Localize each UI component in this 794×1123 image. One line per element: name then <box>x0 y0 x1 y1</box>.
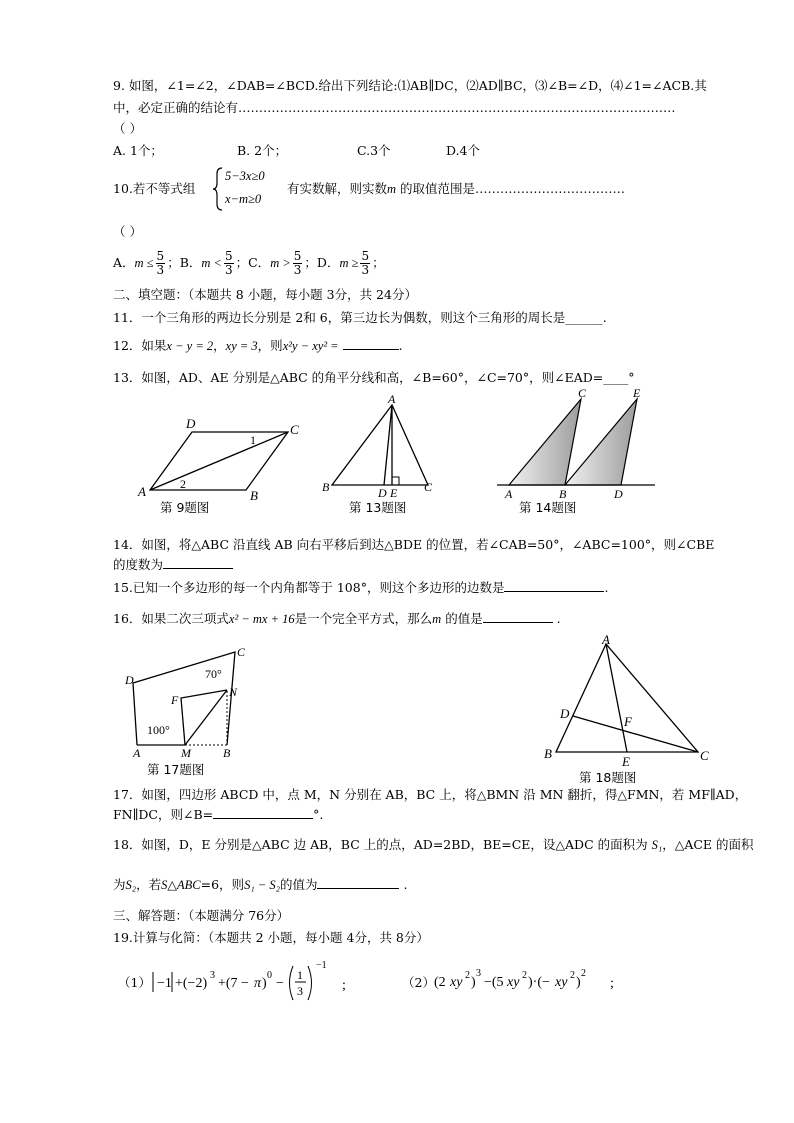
q16-mid: 是一个完全平方式，那么 <box>294 611 433 626</box>
q18-s2: S₂ <box>125 878 137 892</box>
q16-expr: x² − mx + 16 <box>228 612 295 626</box>
q9-option-b: B. 2个； <box>237 143 288 158</box>
q9-paren: （ ） <box>113 121 142 136</box>
svg-text:xy: xy <box>507 975 520 990</box>
q10-opt-c-frac <box>293 250 303 277</box>
q18-sabc: S△ABC <box>161 878 201 892</box>
q18-end: . <box>403 877 408 892</box>
fig14-label-d: D <box>614 487 623 500</box>
svg-text:−1: −1 <box>316 960 327 971</box>
q10-opt-b-rel: m < <box>201 256 222 270</box>
q10-opt-a-frac <box>156 250 166 277</box>
q12-answer-blank[interactable] <box>343 349 399 350</box>
fig9-label-b: B <box>250 488 258 503</box>
fig17-angle-100: 100° <box>147 723 170 737</box>
fig17-label-m: M <box>181 746 191 760</box>
q14-line1: 14．如图，将△ABC 沿直线 AB 向右平移后到达△BDE 的位置，若∠CAB=50°，∠ABC=100°，则∠CBE <box>113 537 715 552</box>
q10-options <box>113 248 385 278</box>
q18-answer-blank[interactable] <box>317 888 399 889</box>
q14-line2 <box>113 557 233 573</box>
q10-opt-b-label: ；B． <box>167 255 202 270</box>
fig14-label-c: C <box>578 386 587 400</box>
q10-opt-a-label: A． <box>113 255 135 270</box>
fig18-caption: 第 18题图 <box>579 770 637 785</box>
q18-line2a: 为 <box>113 877 126 892</box>
q10-system-line2: x−m≥0 <box>225 192 262 206</box>
fig9-angle-2: 2 <box>180 477 186 491</box>
q19-part2-label: （2） <box>402 975 435 990</box>
q14-answer-blank[interactable] <box>163 568 233 569</box>
frac-den: 3 <box>361 263 370 277</box>
fig17-label-c: C <box>237 645 246 659</box>
q17-answer-blank[interactable] <box>213 818 313 819</box>
fig13-label-e: E <box>390 486 398 500</box>
fig17-label-a: A <box>133 746 141 760</box>
q11: 11．一个三角形的两边长分别是 2和 6，第三边长为偶数，则这个三角形的周长是______. <box>113 310 607 325</box>
q10-opt-d-rel: m ≥ <box>339 256 359 270</box>
fig13-label-b: B <box>322 480 330 494</box>
fig14-label-e: E <box>633 386 641 400</box>
fig18-label-c: C <box>700 748 709 763</box>
q10-brace <box>212 166 224 212</box>
fig14-caption: 第 14题图 <box>519 500 577 515</box>
q18-line2b: ，若 <box>136 877 162 892</box>
figure-17 <box>125 640 255 760</box>
q9-line1: 9. 如图，∠1=∠2，∠DAB=∠BCD.给出下列结论:⑴AB∥DC，⑵AD∥BC，⑶∠B=∠D，⑷∠1=∠ACB.其 <box>113 78 707 93</box>
q15-text: 15.已知一个多边形的每一个内角都等于 108°，则这个多边形的边数是 <box>113 580 505 595</box>
q12-mid2: ，则 <box>257 338 283 353</box>
fig13-label-d: D <box>378 486 387 500</box>
svg-text:1: 1 <box>297 968 303 982</box>
fig13-label-c: C <box>424 480 433 494</box>
frac-num: 5 <box>361 249 370 263</box>
fig13-caption: 第 13题图 <box>349 500 407 515</box>
q18-line2c: =6，则 <box>200 877 245 892</box>
q12-expr3: x²y − xy² = <box>282 339 339 353</box>
q13: 13．如图，AD、AE 分别是△ABC 的角平分线和高，∠B=60°，∠C=70°，则∠EAD=____° <box>113 370 635 385</box>
q12-mid: ， <box>213 338 226 353</box>
frac-den: 3 <box>156 263 165 277</box>
q18-diff: S₁ − S₂ <box>244 878 280 892</box>
svg-text:(2: (2 <box>434 975 446 990</box>
q18-s1: S₁ <box>651 838 663 852</box>
q10-var-m: m <box>387 182 397 196</box>
fig17-label-n: N <box>229 685 238 699</box>
q10-paren: （ ） <box>113 224 142 239</box>
fig17-label-f: F <box>171 693 179 707</box>
figure-14 <box>495 385 660 500</box>
svg-text:xy: xy <box>450 975 463 990</box>
svg-text:−: − <box>276 976 284 991</box>
q14-line2-text: 的度数为 <box>113 557 164 572</box>
q18-line1-text: 18．如图，D，E 分别是△ABC 边 AB，BC 上的点，AD=2BD，BE=CE，设△ADC 的面积为 <box>113 837 648 852</box>
fig14-label-a: A <box>505 487 513 500</box>
q10-opt-d-label: ；D． <box>304 255 340 270</box>
svg-text:3: 3 <box>476 968 481 979</box>
q10-tail <box>287 181 625 197</box>
q19-heading: 19.计算与化简：（本题共 2 小题，每小题 4分，共 8分） <box>113 930 429 945</box>
fig17-label-d: D <box>125 673 134 687</box>
svg-text:): ) <box>576 975 581 990</box>
fig17-label-b: B <box>223 746 231 760</box>
fig18-label-b: B <box>544 746 552 761</box>
figure-13 <box>318 395 443 505</box>
section-3-heading: 三、解答题：（本题满分 76分） <box>113 908 290 923</box>
fig17-caption: 第 17题图 <box>147 762 205 777</box>
q16-end: 的值是 <box>445 611 483 626</box>
q12 <box>113 338 403 354</box>
svg-text:+(7 −: +(7 − <box>218 976 249 991</box>
q10-prefix: 10.若不等式组 <box>113 181 196 196</box>
svg-text:−(5: −(5 <box>484 975 504 990</box>
q10-opt-c-label: ；C． <box>235 255 271 270</box>
svg-text:2: 2 <box>465 970 470 981</box>
frac-num: 5 <box>224 249 233 263</box>
q9-option-a: A. 1个； <box>113 143 163 158</box>
fig13-label-a: A <box>388 395 396 406</box>
q9-option-d: D.4个 <box>446 143 481 158</box>
frac-den: 3 <box>224 263 233 277</box>
q16-var-m: m <box>432 612 442 626</box>
q10-opt-c-rel: m > <box>270 256 291 270</box>
frac-num: 5 <box>293 249 302 263</box>
fig18-label-f: F <box>624 714 632 729</box>
svg-text:;: ; <box>610 976 614 991</box>
q16-pre: 16．如果二次三项式 <box>113 611 229 626</box>
q15-answer-blank[interactable] <box>504 591 604 592</box>
q9-option-c: C.3个 <box>357 143 391 158</box>
q10-opt-d-frac <box>360 250 370 277</box>
q17-line1: 17．如图，四边形 ABCD 中，点 M，N 分别在 AB，BC 上，将△BMN 沿 MN 翻折，得△FMN，若 MF∥AD， <box>113 787 748 802</box>
q12-expr2: xy = 3 <box>225 339 258 353</box>
fig17-angle-70: 70° <box>205 667 222 681</box>
fig18-label-d: D <box>560 706 570 721</box>
svg-text:−1: −1 <box>157 976 172 991</box>
q12-expr1: x − y = 2 <box>166 339 214 353</box>
q18-line1 <box>113 837 754 853</box>
svg-text:3: 3 <box>297 984 303 998</box>
q10-end: ； <box>372 255 385 270</box>
q18-line2d: 的值为 <box>279 877 318 892</box>
frac-num: 5 <box>156 249 165 263</box>
fig9-label-a: A <box>138 484 146 499</box>
q10-opt-b-frac <box>224 250 234 277</box>
q17-line2-text: FN∥DC，则∠B= <box>113 807 214 822</box>
section-2-heading: 二、填空题：（本题共 8 小题，每小题 3分，共 24分） <box>113 287 417 302</box>
q10-tail-text: 有实数解，则实数 <box>287 181 388 196</box>
fig9-angle-1: 1 <box>250 433 256 447</box>
frac-den: 3 <box>293 263 302 277</box>
fig9-caption: 第 9题图 <box>160 500 210 515</box>
figure-18 <box>540 632 720 772</box>
q19-part1-expression <box>150 958 360 1006</box>
q19-part2-expression <box>432 962 632 998</box>
fig9-label-c: C <box>290 422 299 437</box>
svg-text:π: π <box>254 976 262 991</box>
svg-text:): ) <box>471 975 476 990</box>
q10-tail-text2: 的取值范围是……………………………… <box>400 181 626 196</box>
q9-line2: 中，必定正确的结论有…………………………………………………………………………………………… <box>113 100 676 115</box>
svg-text:)·(−: )·(− <box>528 975 550 990</box>
fig14-label-b: B <box>559 487 567 500</box>
fig9-label-d: D <box>186 416 196 431</box>
svg-text:+(−2): +(−2) <box>175 976 208 991</box>
q18-line1b: ，△ACE 的面积 <box>662 837 754 852</box>
q17-end: °. <box>313 807 324 822</box>
q12-pre: 12．如果 <box>113 338 167 353</box>
q10-opt-a-rel: m ≤ <box>134 256 154 270</box>
fig18-label-a: A <box>602 632 610 647</box>
svg-text:0: 0 <box>267 970 272 981</box>
svg-text:): ) <box>262 976 267 991</box>
q17-line2 <box>113 807 323 823</box>
svg-text:3: 3 <box>210 970 215 981</box>
svg-text:2: 2 <box>581 968 586 979</box>
q19-part1-label: （1） <box>118 975 151 990</box>
q16: 16．如果二次三项式x² − mx + 16是一个完全平方式，那么m 的值是 . <box>113 611 561 626</box>
figure-9 <box>130 410 310 505</box>
svg-text:2: 2 <box>570 970 575 981</box>
svg-text:;: ; <box>342 978 346 993</box>
q18-line2 <box>113 877 407 893</box>
svg-text:xy: xy <box>555 975 568 990</box>
svg-text:2: 2 <box>522 970 527 981</box>
fig18-label-e: E <box>622 754 630 769</box>
q16-answer-blank[interactable] <box>483 622 553 623</box>
q15: 15.已知一个多边形的每一个内角都等于 108°，则这个多边形的边数是 . <box>113 580 609 595</box>
q10-system-line1: 5−3x≥0 <box>225 169 265 183</box>
q12-end: . <box>398 338 403 353</box>
